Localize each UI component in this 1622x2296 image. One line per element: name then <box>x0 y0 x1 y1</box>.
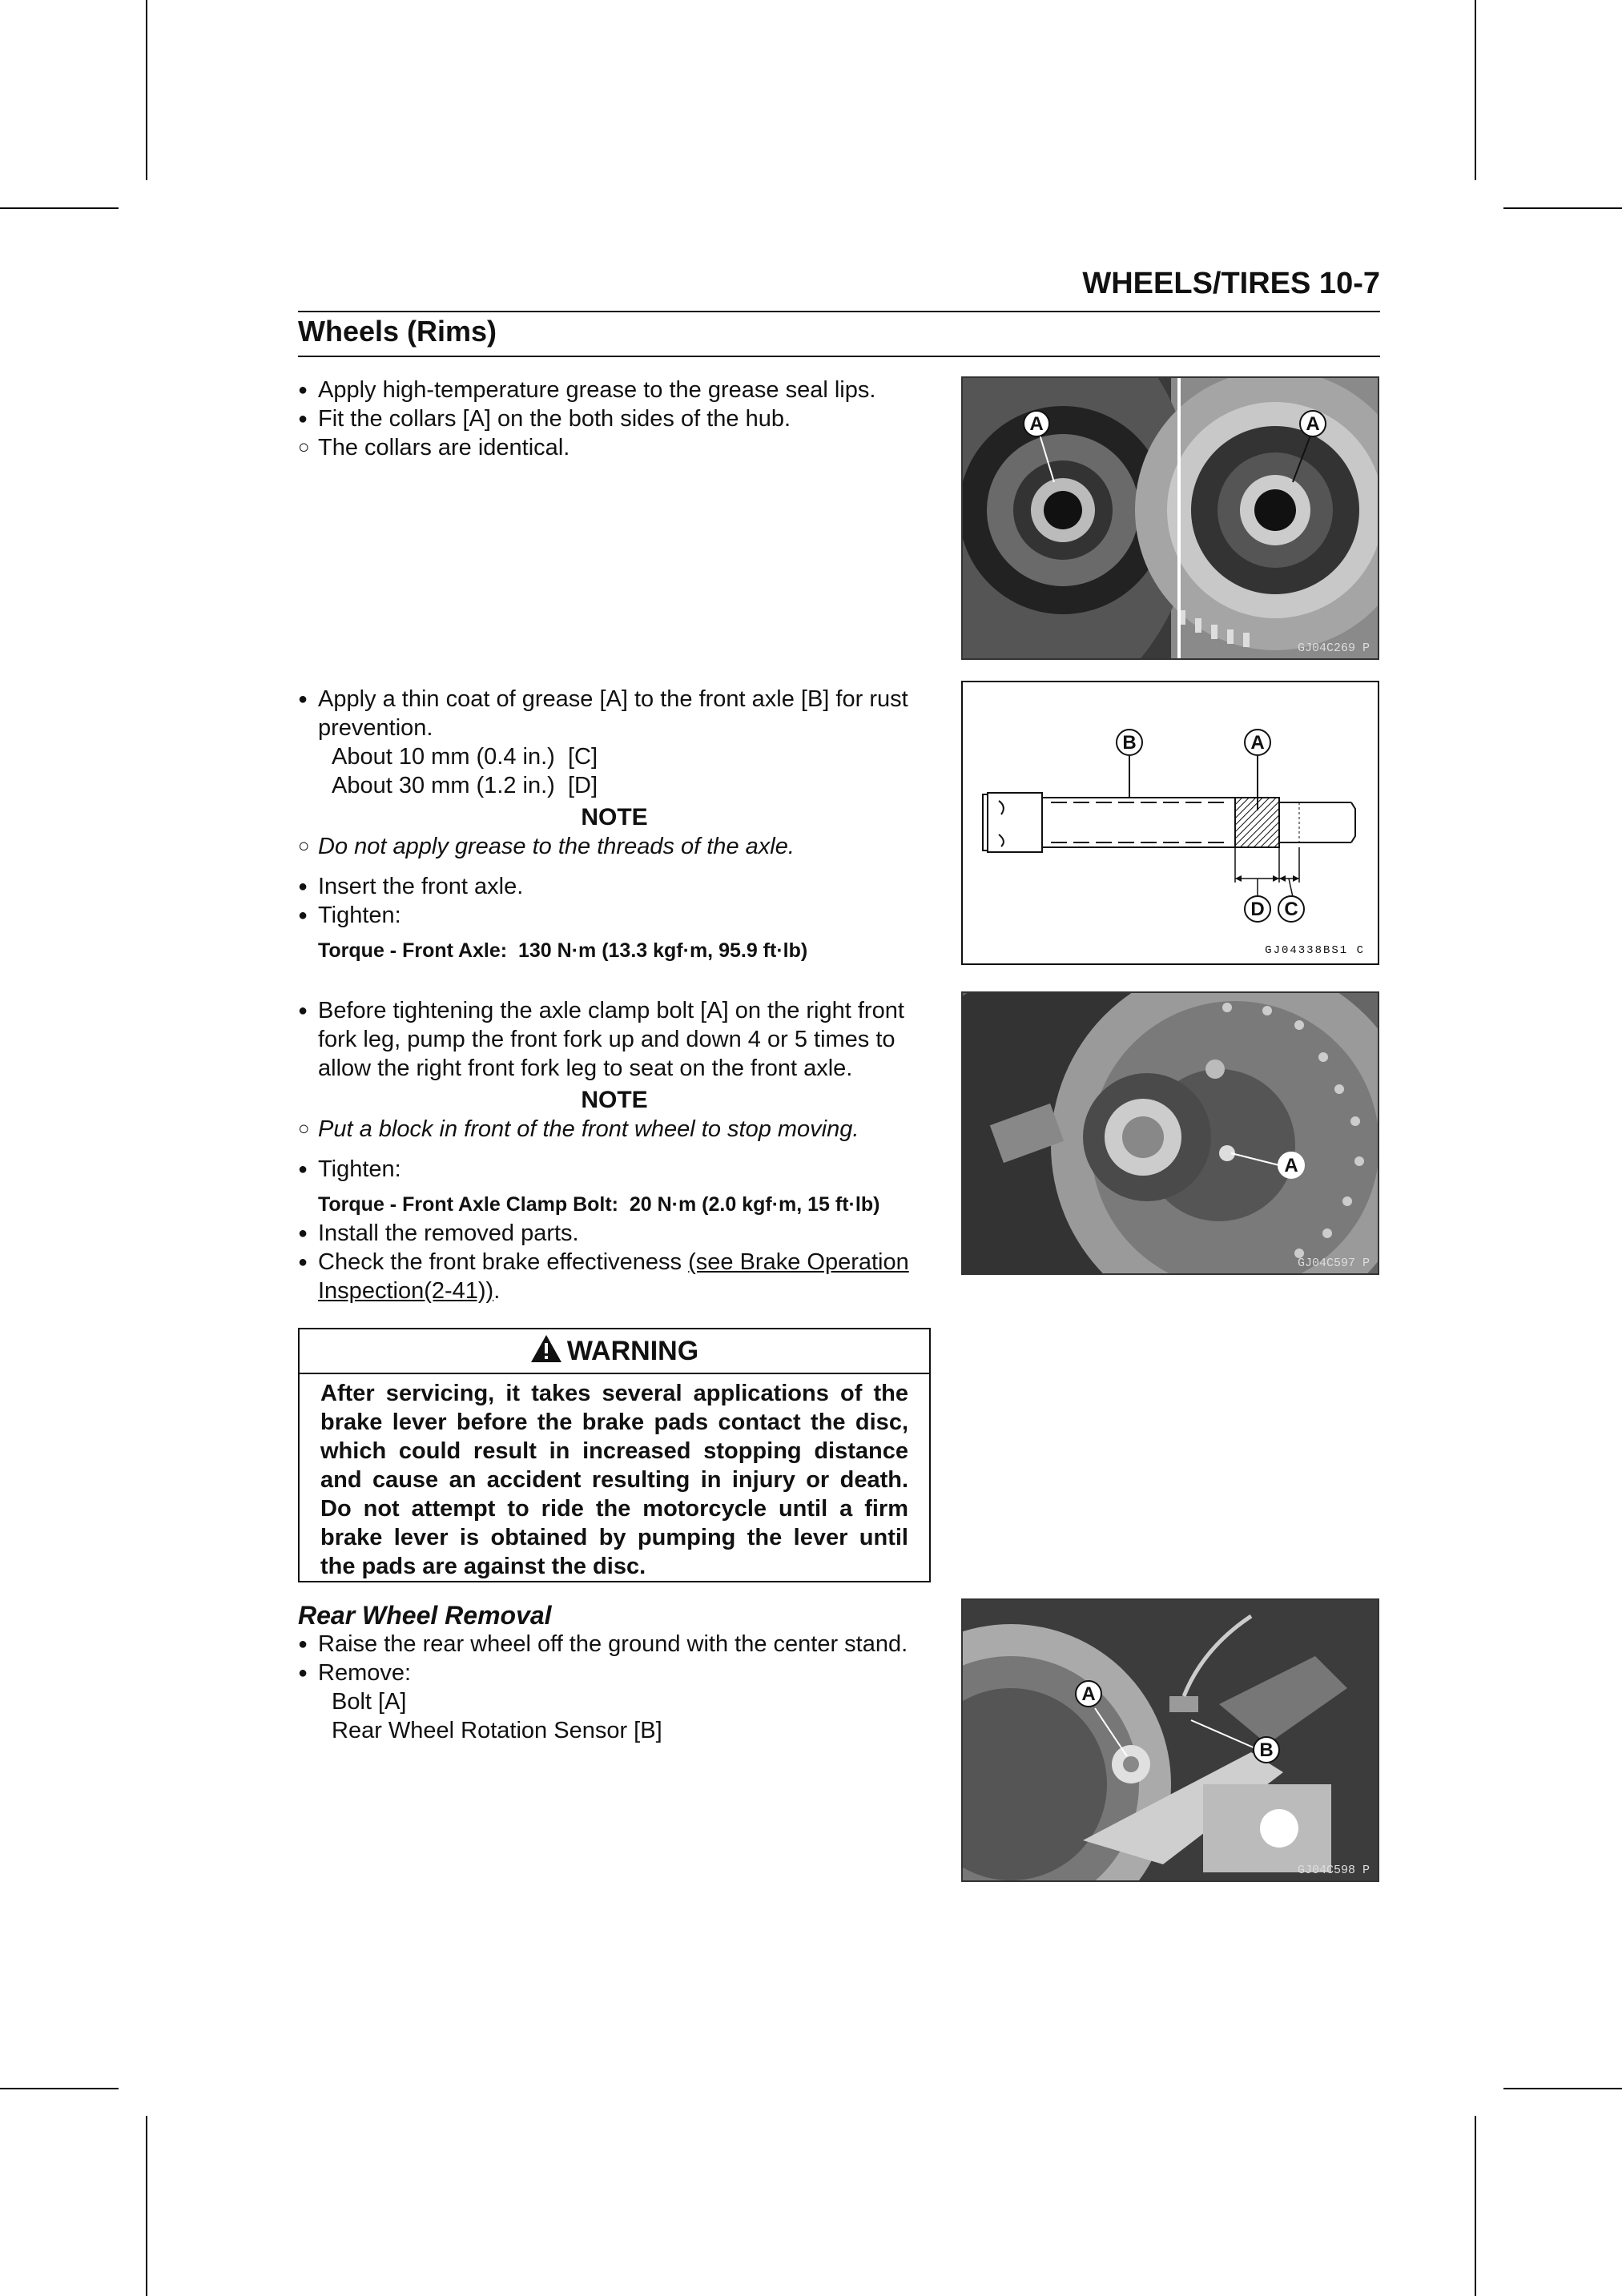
callout-label: A <box>1023 410 1050 437</box>
warning-title: WARNING <box>566 1336 699 1366</box>
bullet-item: ● Remove: <box>298 1659 931 1687</box>
bullet-item: ● Install the removed parts. <box>298 1219 931 1248</box>
crop-mark <box>0 207 119 209</box>
warning-header <box>300 1329 929 1374</box>
note-text: ○ Put a block in front of the front wheel to stop moving. <box>298 1115 931 1144</box>
cross-reference-link[interactable]: (see Brake Operation Inspection(2-41)) <box>318 1249 909 1304</box>
figure-front-axle <box>961 681 1379 965</box>
callout-label: C <box>1278 895 1305 923</box>
figure-rear-sensor <box>961 1598 1379 1882</box>
axle-diagram <box>963 682 1378 963</box>
note-heading: NOTE <box>581 1087 648 1113</box>
indent-item: About 10 mm (0.4 in.) [C] <box>332 744 598 770</box>
bullet-text: Check the front brake effectiveness <box>318 1249 689 1275</box>
header-rule <box>298 311 1380 312</box>
bullet-item: ● Fit the collars [A] on the both sides of the hub. <box>298 404 931 433</box>
figure-axle-clamp <box>961 991 1379 1275</box>
bullet-text: . <box>493 1278 501 1304</box>
crop-mark <box>1503 207 1622 209</box>
warning-triangle-icon <box>530 1334 562 1363</box>
bullet-item: ● Raise the rear wheel off the ground with the center stand. <box>298 1630 931 1659</box>
note-text: ○ Do not apply grease to the threads of the axle. <box>298 832 931 861</box>
callout-label: A <box>1299 410 1326 437</box>
torque-spec: Torque - Front Axle Clamp Bolt: 20 N·m (2.0 kgf·m, 15 ft·lb) <box>318 1193 880 1216</box>
callout-label: D <box>1244 895 1271 923</box>
bullet-item: ● Tighten: <box>298 1155 931 1184</box>
bullet-item: ● Before tightening the axle clamp bolt [A] on the right front fork leg, pump the front fork up and down 4 or 5 times to allow the right front fork leg to seat on the front axle. <box>298 996 931 1083</box>
section-rule <box>298 356 1380 357</box>
section-title: Wheels (Rims) <box>298 315 497 348</box>
text-block-collars <box>298 376 931 462</box>
warning-body: After servicing, it takes several applications of the brake lever before the brake pads contact the disc, which could result in increased stopping distance and cause an accident resulting in injury or death. Do not attempt to ride the motorcycle until a firm brake lever is obtained by pumping the lever until the pads are against the disc. <box>320 1381 908 1579</box>
crop-mark <box>1503 2088 1622 2089</box>
bullet-item <box>298 1248 931 1305</box>
text-block-axle-clamp <box>298 996 931 1305</box>
callout-label: A <box>1278 1152 1305 1179</box>
figure-code: GJ04C597 P <box>1297 1257 1370 1270</box>
text-block-rear-wheel <box>298 1601 931 1745</box>
figure-code: GJ04C598 P <box>1297 1864 1370 1877</box>
callout-label: B <box>1116 729 1143 756</box>
figure-code: GJ04338BS1 C <box>1265 944 1365 957</box>
bullet-item: ● Apply a thin coat of grease [A] to the front axle [B] for rust prevention. <box>298 685 931 742</box>
text-block-front-axle <box>298 685 931 965</box>
crop-mark <box>146 0 147 180</box>
figure-hub-collars <box>961 376 1379 660</box>
callout-label: A <box>1244 729 1271 756</box>
crop-mark <box>0 2088 119 2089</box>
bullet-item: ● Insert the front axle. <box>298 872 931 901</box>
crop-mark <box>1475 2116 1476 2296</box>
callout-label: A <box>1075 1680 1102 1707</box>
figure-code: GJ04C269 P <box>1297 641 1370 655</box>
sub-note-item: ○ The collars are identical. <box>298 433 931 462</box>
page-header: WHEELS/TIRES 10-7 <box>1082 267 1380 300</box>
warning-box <box>298 1328 931 1582</box>
note-heading: NOTE <box>581 804 648 830</box>
bullet-item: ● Tighten: <box>298 901 931 930</box>
crop-mark <box>1475 0 1476 180</box>
rear-sensor-photo <box>963 1600 1378 1880</box>
subsection-title: Rear Wheel Removal <box>298 1601 552 1630</box>
crop-mark <box>146 2116 147 2296</box>
bullet-item: ● Apply high-temperature grease to the grease seal lips. <box>298 376 931 404</box>
indent-item: Bolt [A] <box>332 1689 407 1715</box>
axle-clamp-photo <box>963 993 1378 1273</box>
indent-item: About 30 mm (1.2 in.) [D] <box>332 773 598 798</box>
callout-label: B <box>1253 1736 1280 1763</box>
indent-item: Rear Wheel Rotation Sensor [B] <box>332 1718 662 1743</box>
torque-spec: Torque - Front Axle: 130 N·m (13.3 kgf·m, 95.9 ft·lb) <box>318 939 808 962</box>
